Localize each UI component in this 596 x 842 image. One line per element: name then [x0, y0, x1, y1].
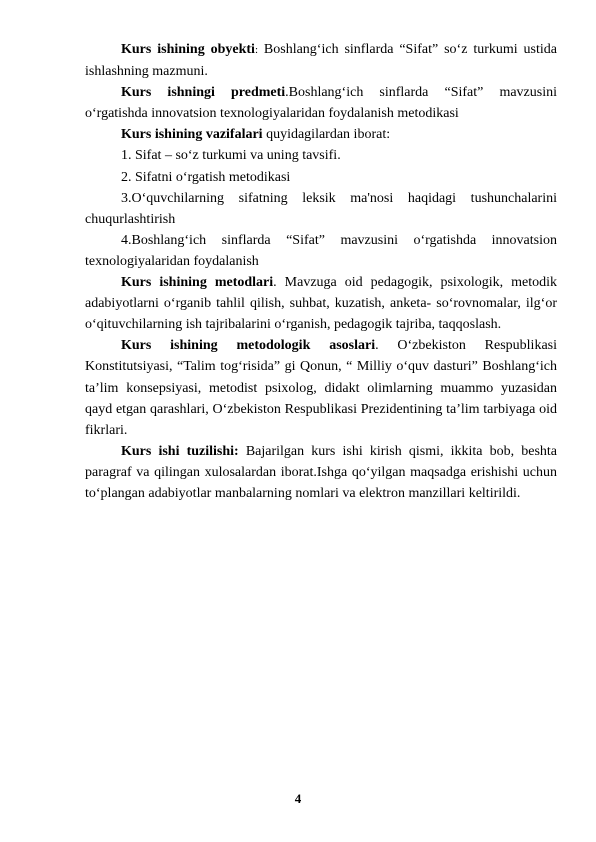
task-item: 3.O‘quvchilarning sifatning leksik ma'nosi haqidagi tushunchalarini chuqurlashtirish — [85, 190, 557, 227]
paragraph-object — [85, 39, 557, 82]
label-separator: . — [285, 85, 289, 101]
paragraph-methodology — [85, 335, 557, 440]
label-structure: Kurs ishi tuzilishi: — [121, 443, 239, 459]
paragraph-tasks-intro — [85, 124, 557, 145]
text-methods: . Mavzuga oid pedagogik, psixologik, metodik adabiyotlarni o‘rganib tahlil qilish, suhbat, kuzatish, anketa- so‘rovnomalar, ilg‘or o‘qituvchilarning ish tajribalarini o‘rganish, pedagogik tajriba, taqqoslash. — [85, 275, 557, 333]
label-methods: Kurs ishining metodlari — [121, 275, 274, 291]
task-item: 1. Sifat – so‘z turkumi va uning tavsifi. — [121, 148, 341, 164]
text-object: Boshlang‘ich sinflarda “Sifat” so‘z turkumi ustida ishlashning mazmuni. — [85, 42, 557, 80]
text-methodology: . O‘zbekiston Respublikasi Konstitutsiyasi, “Talim tog‘risida” gi Qonun, “ Milliy o‘quv dasturi” Boshlang‘ich ta’lim konsepsiyasi, metodist psixolog, didakt olimlarning muammo yuzasidan qayd etgan qarashlari, O‘zbekiston Respublikasi Prezidentining ta’lim tarbiyaga oid fikrlari. — [85, 338, 557, 438]
paragraph-structure — [85, 441, 557, 504]
document-body — [85, 39, 557, 504]
label-object: Kurs ishining obyekti — [121, 42, 255, 57]
label-methodology: Kurs ishining metodologik asoslari — [121, 338, 376, 354]
text-tasks-intro: quyidagilardan iborat: — [262, 127, 391, 143]
text-structure: Bajarilgan kurs ishi kirish qismi, ikkita bob, beshta paragraf va qilingan xulosalardan iborat.Ishga qo‘yilgan maqsadga erishishi uchun to‘plangan adabiyotlar manbalarning nomlari va elektron manzillari keltirildi. — [85, 443, 557, 501]
paragraph-subject — [85, 82, 557, 124]
text-subject: Boshlang‘ich sinflarda “Sifat” mavzusini o‘rgatishda innovatsion texnologiyalaridan foydalanish metodikasi — [85, 85, 557, 122]
paragraph-methods — [85, 272, 557, 335]
label-subject: Kurs ishningi predmeti — [121, 85, 286, 101]
label-separator: : — [254, 44, 259, 56]
label-tasks: Kurs ishining vazifalari — [121, 127, 263, 143]
task-item: 4.Boshlang‘ich sinflarda “Sifat” mavzusini o‘rgatishda innovatsion texnologiyalaridan foydalanish — [85, 232, 557, 269]
page-number: 4 — [294, 791, 302, 806]
task-item: 2. Sifatni o‘rgatish metodikasi — [121, 169, 291, 185]
